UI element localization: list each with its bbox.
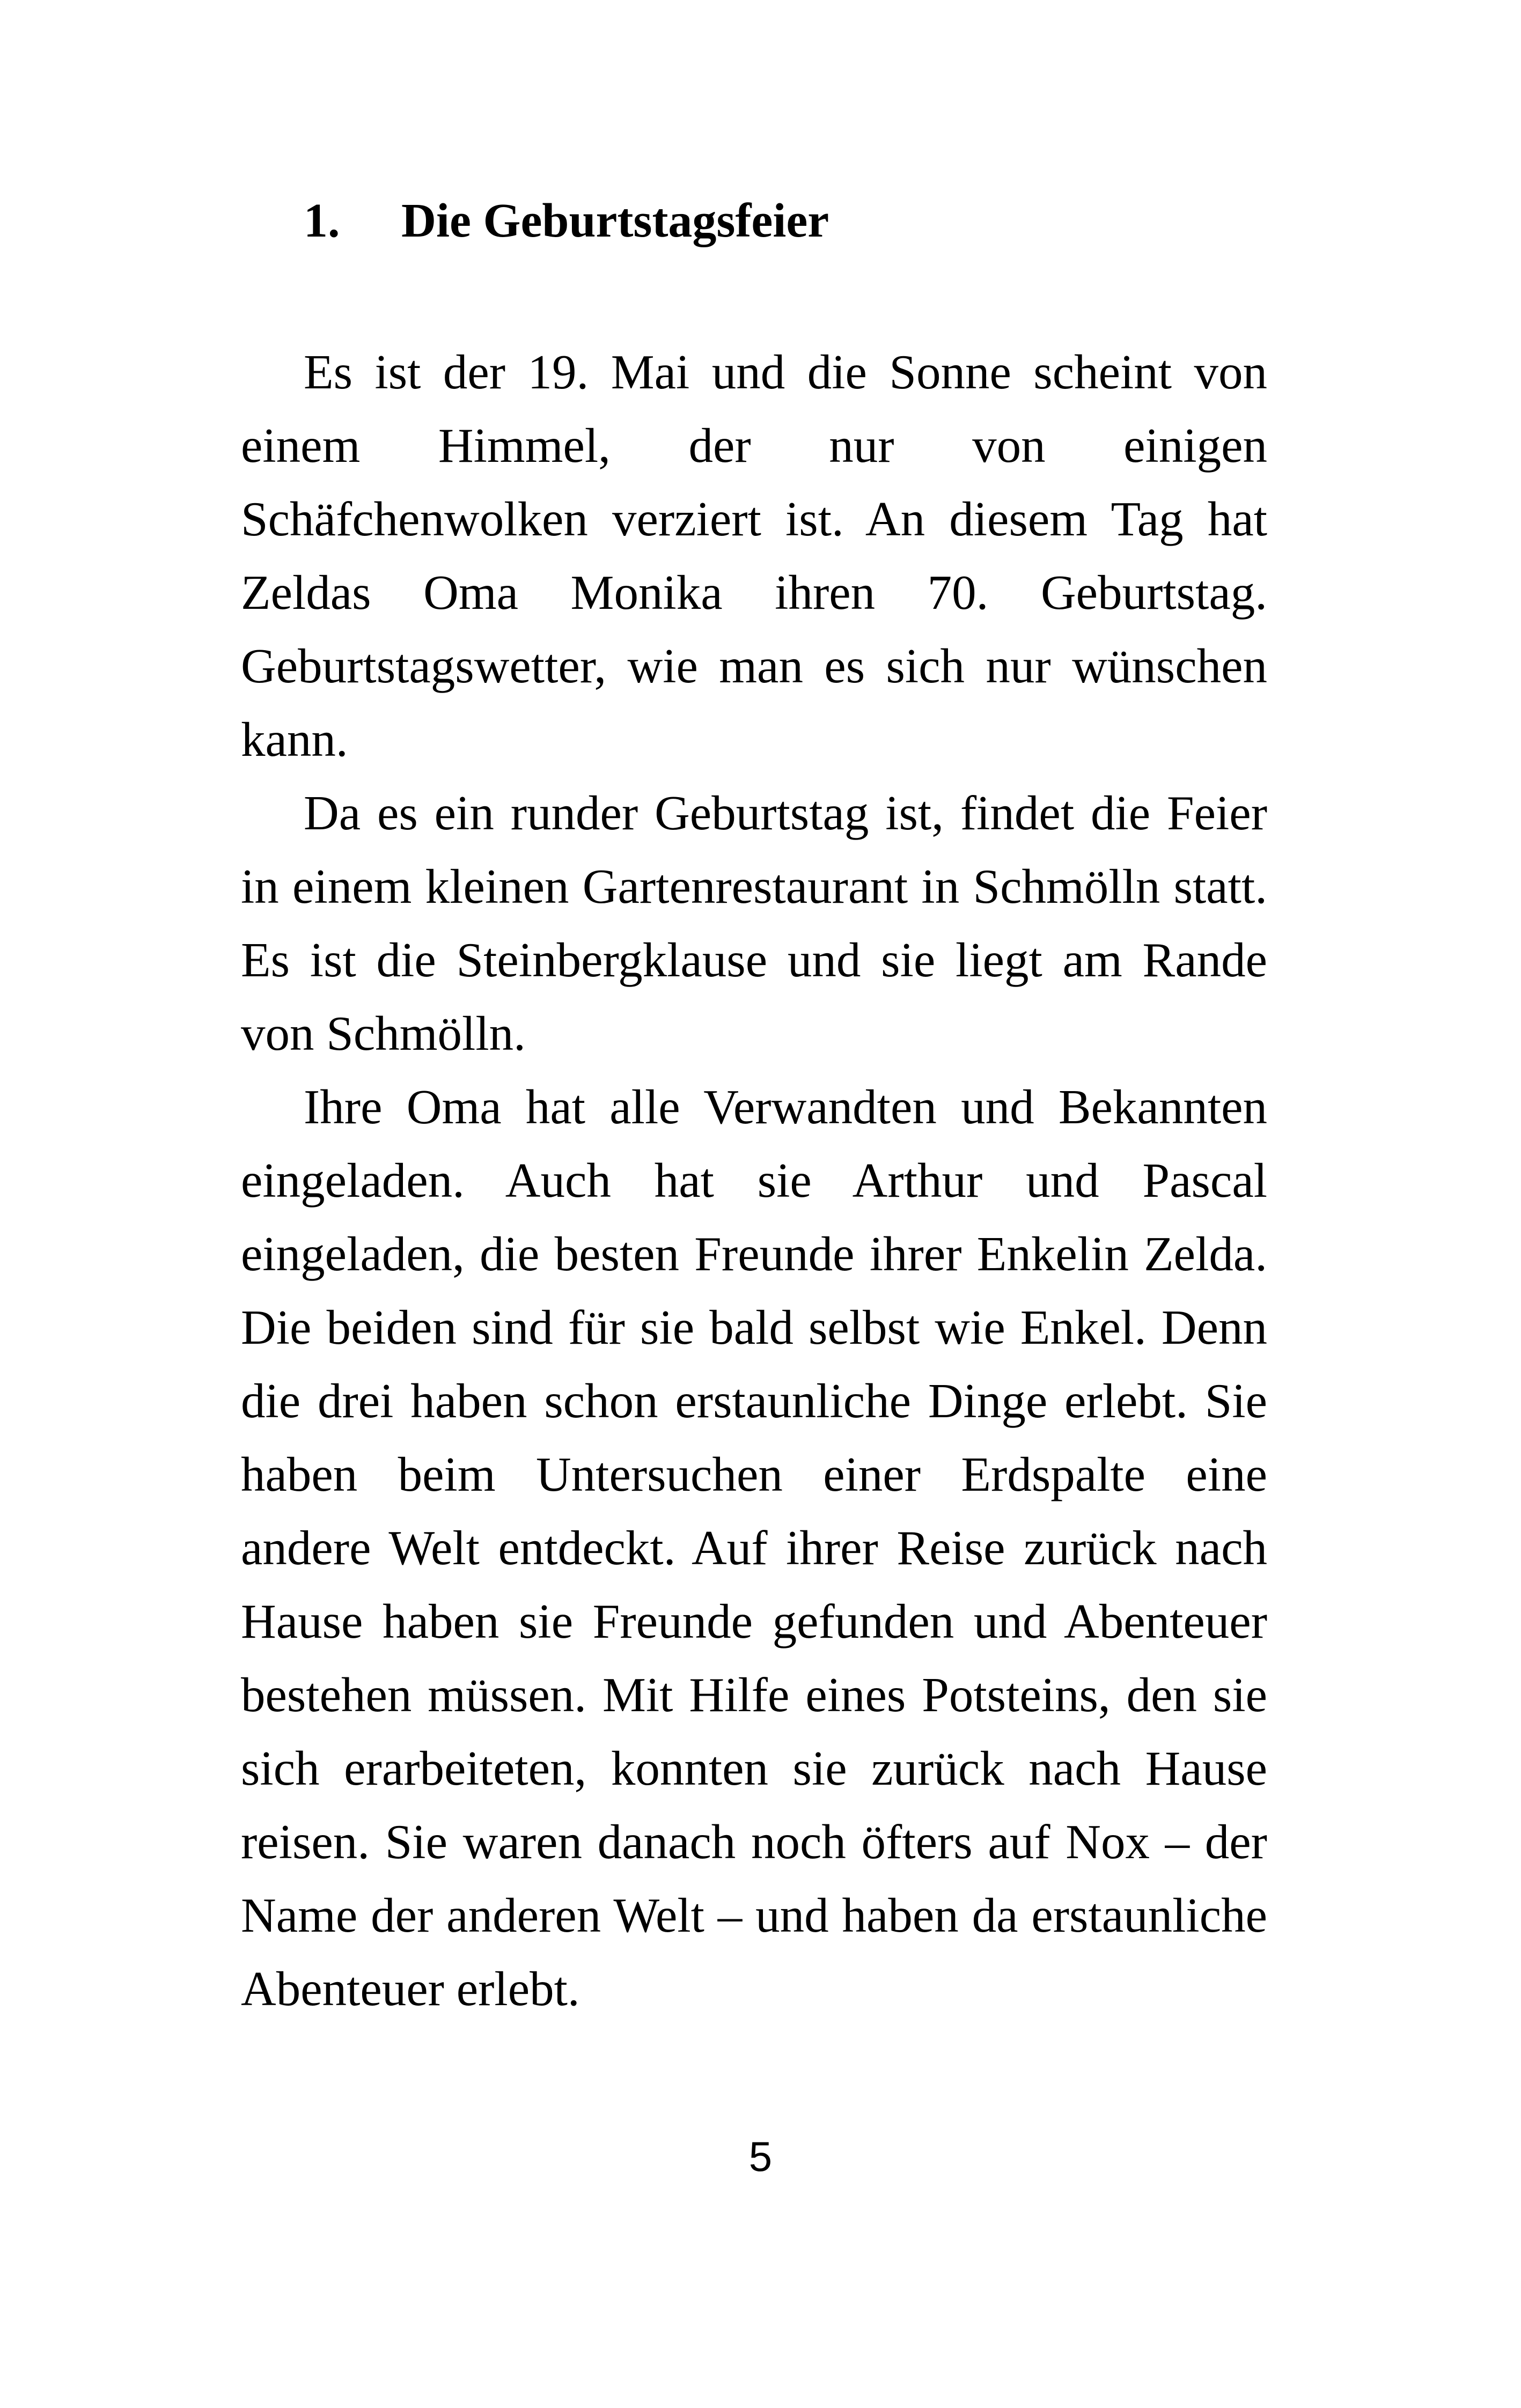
body-text: [241, 335, 1267, 2026]
chapter-title: Die Geburtstagsfeier: [401, 194, 829, 247]
paragraph-3: Ihre Oma hat alle Verwandten und Bekannten eingeladen. Auch hat sie Arthur und Pascal eingeladen, die besten Freunde ihrer Enkelin Zelda. Die beiden sind für sie bald selbst wie Enkel. Denn die drei haben schon erstaunliche Dinge erlebt. Sie haben beim Untersuchen einer Erdspalte eine andere Welt entdeckt. Auf ihrer Reise zurück nach Hause haben sie Freunde gefunden und Abenteuer bestehen müssen. Mit Hilfe eines Potsteins, den sie sich erarbeiteten, konnten sie zurück nach Hause reisen. Sie waren danach noch öfters auf Nox – der Name der anderen Welt – und haben da erstaunliche Abenteuer erlebt.: [241, 1080, 1267, 2016]
chapter-number: 1.: [304, 194, 340, 247]
paragraph-1: Es ist der 19. Mai und die Sonne scheint von einem Himmel, der nur von einigen Schäfchenwolken verziert ist. An diesem Tag hat Zeldas Oma Monika ihren 70. Geburtstag. Geburtstagswetter, wie man es sich nur wünschen kann.: [241, 345, 1267, 767]
page-number: 5: [748, 2133, 773, 2180]
chapter-heading: [304, 189, 829, 253]
paragraph-2: Da es ein runder Geburtstag ist, findet die Feier in einem kleinen Gartenrestaurant in Schmölln statt. Es ist die Steinbergklause und sie liegt am Rande von Schmölln.: [241, 786, 1267, 1061]
